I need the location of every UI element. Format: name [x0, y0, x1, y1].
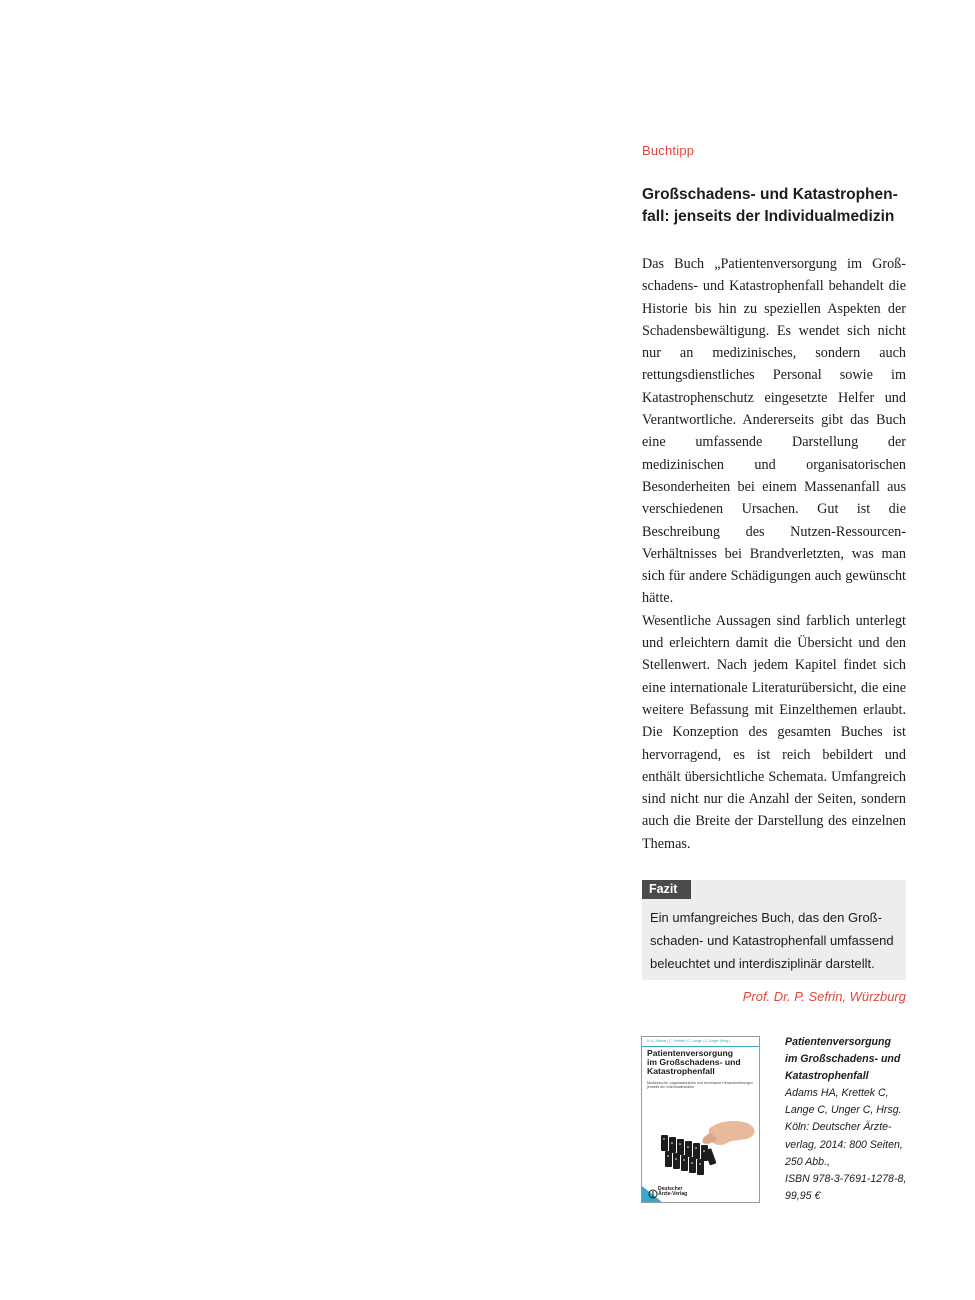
- body-paragraph-1: Das Buch „Patientenversorgung im Großschadens- und Katastrophenfall behandelt die Historie bis hin zu speziellen Aspekten der Schadensbewältigung. Es wendet sich nicht nur an medizinisches, sondern auch rettungsdienstliches Personal sowie im Katastrophenschutz eingesetzte Helfer und Verantwortliche. Andererseits gibt das Buch eine umfassende Darstellung der medizinischen und organisatorischen Besonderheiten bei einem Massenanfall aus verschiedenen Ursachen. Gut ist die Beschreibung des Nutzen-Ressourcen-Verhältnisses bei Brandverletzten, was man sich für andere Schädigungen auch gewünscht hätte.: [642, 256, 906, 607]
- book-price: 99,95 €: [785, 1189, 821, 1202]
- book-title-line-1: Patientenversorgung: [785, 1036, 891, 1048]
- cover-subtitle: Medizinische, organisatorische und technische Herausforderungen jenseits der Individualmedizin: [647, 1081, 754, 1090]
- book-cover-image: [641, 1036, 760, 1203]
- headline-line-1: Großschadens- und Katastrophen-: [642, 186, 898, 203]
- cover-title-line-2: im Großschadens- und: [647, 1057, 741, 1068]
- article-headline: [642, 184, 908, 228]
- book-illustrations: 250 Abb.,: [785, 1155, 830, 1168]
- fazit-text: [650, 906, 900, 975]
- book-isbn: ISBN 978-3-7691-1278-8,: [785, 1172, 907, 1185]
- book-year-pages: verlag, 2014: 800 Seiten,: [785, 1138, 903, 1151]
- fazit-box: [642, 880, 906, 980]
- cover-title-line-3: Katastrophenfall: [647, 1066, 715, 1077]
- fazit-line-1: Ein umfangreiches Buch, das den Groß-: [650, 910, 882, 925]
- fazit-label: Fazit: [642, 880, 691, 899]
- article-body: [642, 253, 906, 855]
- headline-line-2: fall: jenseits der Individualmedizin: [642, 208, 895, 225]
- body-paragraph-2: Wesentliche Aussagen sind farblich unterlegt und erleichtern damit die Übersicht und den Stellenwert. Nach jedem Kapitel findet sich eine internationale Literaturübersicht, die eine weitere Befassung mit Einzelthemen erlaubt. Die Konzeption des gesamten Buches ist hervorragend, es ist reich bebildert und enthält übersichtliche Schemata. Umfangreich sind nicht nur die Anzahl der Seiten, sondern auch die Breite der Darstellung des einzelnen Themas.: [642, 612, 906, 852]
- book-bibliographic-info: [785, 1034, 910, 1205]
- cover-publisher: [658, 1187, 687, 1198]
- fazit-line-3: beleuchtet und interdisziplinär darstellt.: [650, 956, 875, 971]
- book-title-line-3: Katastrophenfall: [785, 1070, 869, 1083]
- book-editors-line-2: Lange C, Unger C, Hrsg.: [785, 1104, 902, 1117]
- cover-title-line-1: Patientenversorgung: [647, 1048, 733, 1058]
- book-title-line-2: im Großschadens- und: [785, 1053, 901, 1066]
- book-editors-line-1: Adams HA, Krettek C,: [785, 1087, 889, 1100]
- cover-publisher-area: [642, 1180, 759, 1202]
- fazit-line-2: schaden- und Katastrophenfall umfassend: [650, 933, 894, 948]
- dominoes-hand-photo: [647, 1099, 757, 1181]
- cover-editors: H. A. Adams | C. Krettek | C. Lange | C. Unger (Hrsg.): [647, 1039, 731, 1043]
- cover-publisher-line-1: Deutscher: [658, 1185, 683, 1192]
- section-kicker: Buchtipp: [642, 143, 695, 158]
- book-publisher-line: Köln: Deutscher Ärzte-: [785, 1121, 892, 1134]
- cover-publisher-line-2: Ärzte-Verlag: [658, 1191, 688, 1198]
- review-author: Prof. Dr. P. Sefrin, Würzburg: [742, 989, 906, 1004]
- cover-title: [647, 1049, 757, 1077]
